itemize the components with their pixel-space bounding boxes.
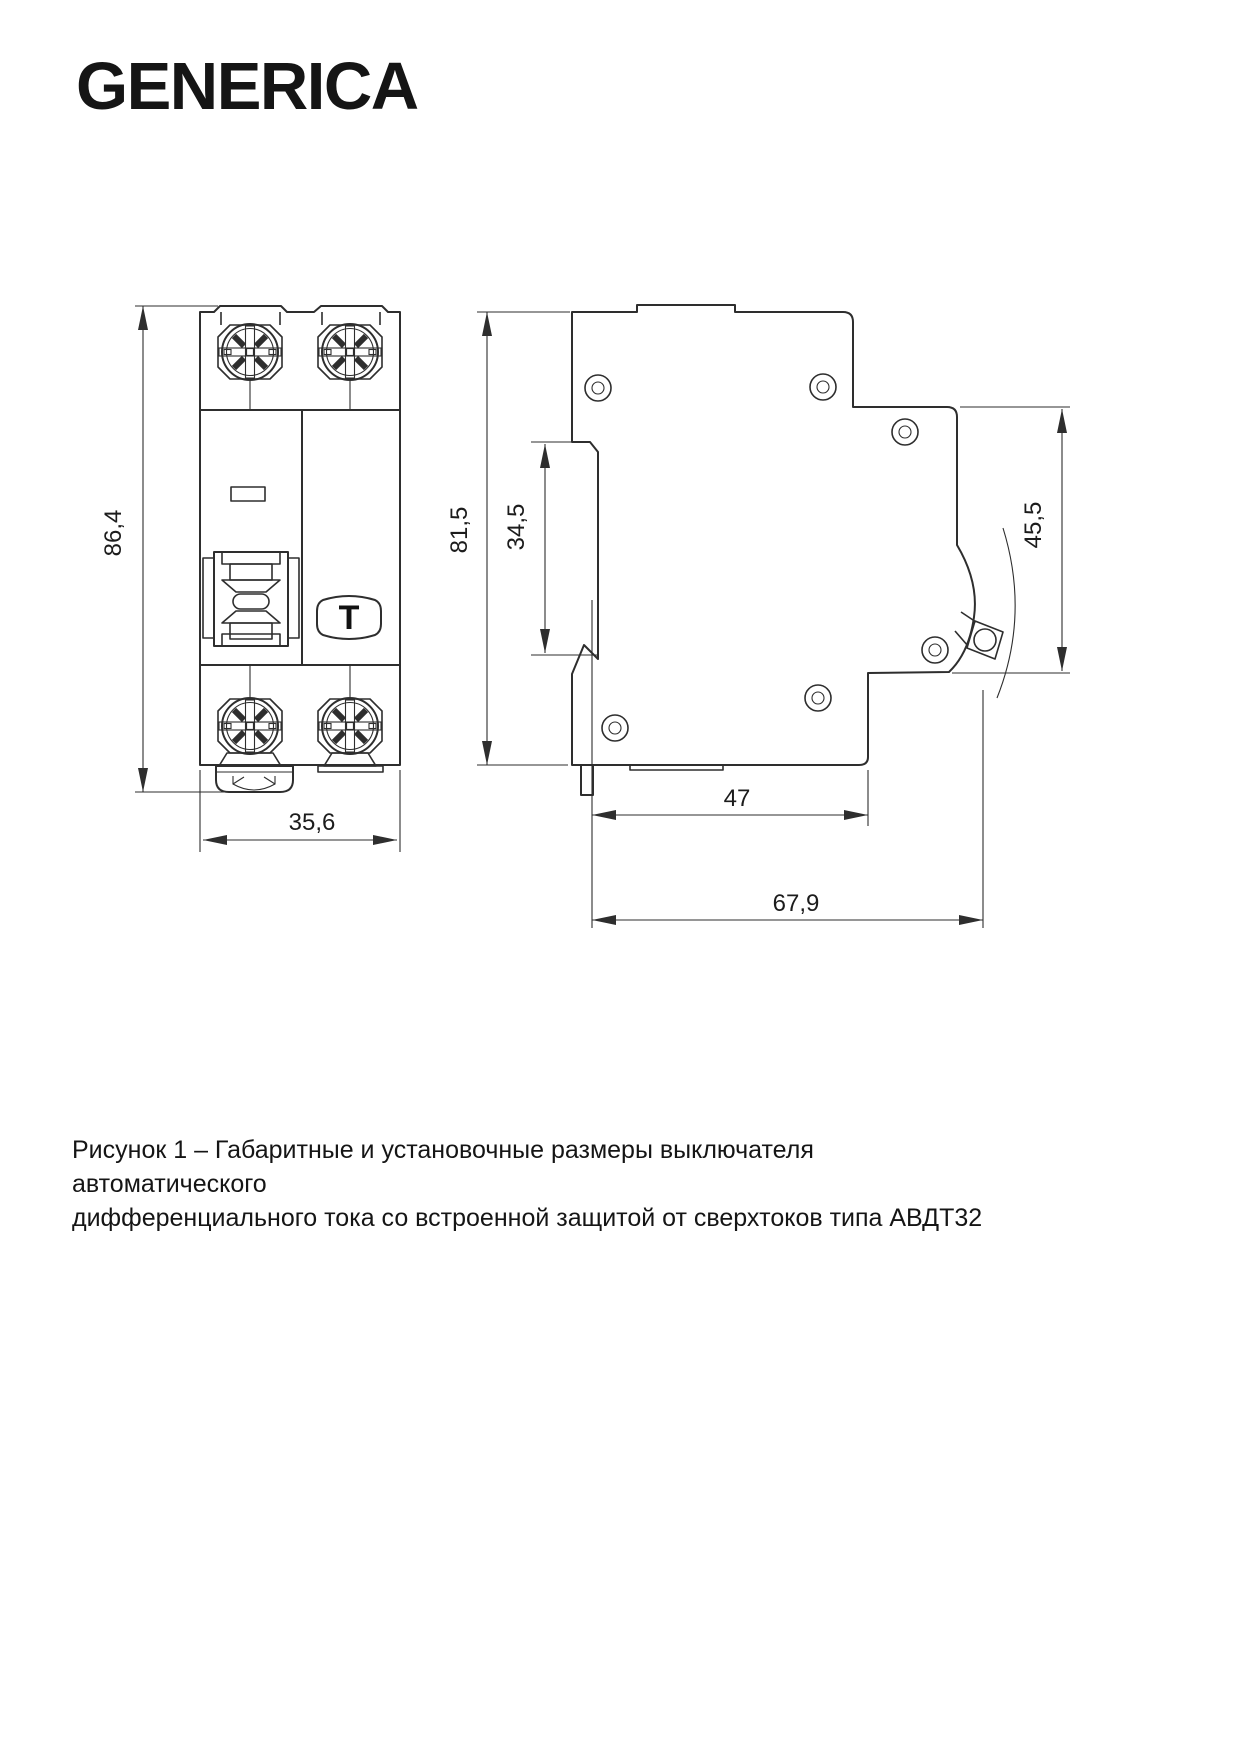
screw-terminal-icon [218, 324, 282, 380]
screw-axes [250, 379, 350, 699]
dim-label-35-6: 35,6 [288, 809, 336, 836]
toggle-wing-right [288, 558, 299, 638]
dimension-overall-depth [592, 690, 983, 928]
din-latch-hole [974, 629, 996, 651]
toggle-pill [233, 594, 269, 609]
front-body-outline [200, 306, 400, 765]
screw-terminal-icon [318, 698, 382, 754]
test-button-label: T [338, 599, 360, 637]
screw-terminal-icon [318, 324, 382, 380]
din-clip-spring [233, 776, 275, 790]
mounting-foot-right [318, 766, 383, 772]
dim-label-86-4: 86,4 [100, 509, 127, 557]
brand-logo: GENERICA [76, 49, 418, 124]
dimension-rear-section [952, 407, 1070, 673]
rivet-icon [602, 715, 628, 741]
dimension-panel-section [503, 442, 597, 655]
toggle-handle [203, 552, 299, 646]
dimension-front-height [100, 306, 232, 792]
test-button [317, 596, 381, 639]
dim-label-47: 47 [723, 785, 751, 812]
toggle-wing-left [203, 558, 214, 638]
rivet-icon [810, 374, 836, 400]
toggle-rect-lower [230, 623, 272, 639]
toggle-bar-top [222, 552, 280, 564]
indicator-window [231, 487, 265, 501]
toggle-rect-upper [230, 564, 272, 580]
din-clip-front [216, 766, 293, 792]
rivet-icon [892, 419, 918, 445]
rivet-icon [585, 375, 611, 401]
terminal-cap-walls [221, 312, 380, 325]
rivet-icon [805, 685, 831, 711]
figure-caption-line2: дифференциального тока со встроенной защитой от сверхтоков типа АВДТ32 [72, 1204, 983, 1232]
dim-label-45-5: 45,5 [1020, 501, 1047, 549]
side-body-outline [572, 305, 975, 765]
toggle-funnel-lower [222, 611, 280, 623]
side-view [446, 305, 1070, 928]
dimension-front-width [200, 770, 400, 852]
front-view [100, 306, 400, 852]
din-clip-side-tab [581, 765, 593, 795]
dim-label-34-5: 34,5 [503, 503, 530, 551]
dim-label-81-5: 81,5 [446, 506, 473, 554]
rivet-icon [922, 637, 948, 663]
toggle-frame [214, 552, 288, 646]
toggle-funnel-upper [222, 580, 280, 592]
screw-terminal-icon [218, 698, 282, 754]
din-clip-outline [216, 766, 293, 792]
figure-caption-line1: Рисунок 1 – Габаритные и установочные размеры выключателя автоматического [72, 1136, 814, 1198]
figure-caption [72, 1133, 992, 1235]
dim-label-67-9: 67,9 [772, 890, 820, 917]
